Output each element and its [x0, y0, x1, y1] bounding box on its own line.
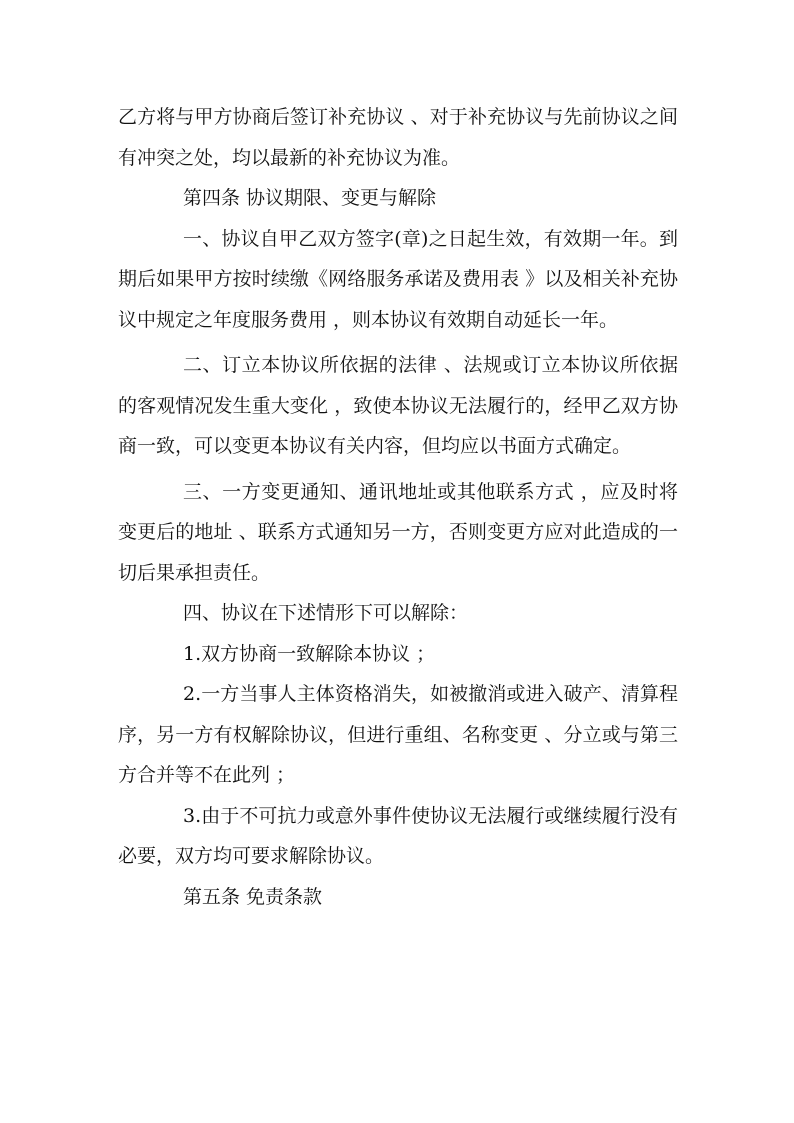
article-4-clause-3: 三、一方变更通知、通讯地址或其他联系方式 ，应及时将变更后的地址 、联系方式通知另一方，否则变更方应对此造成的一切后果承担责任。 — [118, 480, 678, 584]
article-4-clause-4: 四、协议在下述情形下可以解除： — [183, 602, 469, 624]
article-4-clause-1: 一、协议自甲乙双方签字(章)之日起生效，有效期一年。到期后如果甲方按时续缴《网络服务承诺及费用表 》以及相关补充协议中规定之年度服务费用 ，则本协议有效期自动延长一年。 — [118, 227, 678, 331]
clause-4-item-1: 1.双方协商一致解除本协议 ； — [183, 642, 436, 665]
article-4-heading: 第四条 协议期限、变更与解除 — [183, 187, 437, 209]
clause-4-item-3: 3.由于不可抗力或意外事件使协议无法履行或继续履行没有必要，双方均可要求解除协议。 — [118, 804, 678, 867]
article-5-heading: 第五条 免责条款 — [183, 885, 323, 908]
article-4-clause-2: 二、订立本协议所依据的法律 、法规或订立本协议所依据的客观情况发生重大变化 ，致使本协议无法履行的，经甲乙双方协商一致，可以变更本协议有关内容，但均应以书面方式确定。 — [118, 354, 678, 457]
document-body — [118, 97, 678, 917]
clause-4-item-2: 2.一方当事人主体资格消失，如被撤消或进入破产、清算程序，另一方有权解除协议，但进行重组、名称变更 、分立或与第三方合并等不在此列 ； — [118, 683, 678, 786]
paragraph-continued: 乙方将与甲方协商后签订补充协议 、对于补充协议与先前协议之间有冲突之处，均以最新的补充协议为准。 — [118, 106, 678, 169]
